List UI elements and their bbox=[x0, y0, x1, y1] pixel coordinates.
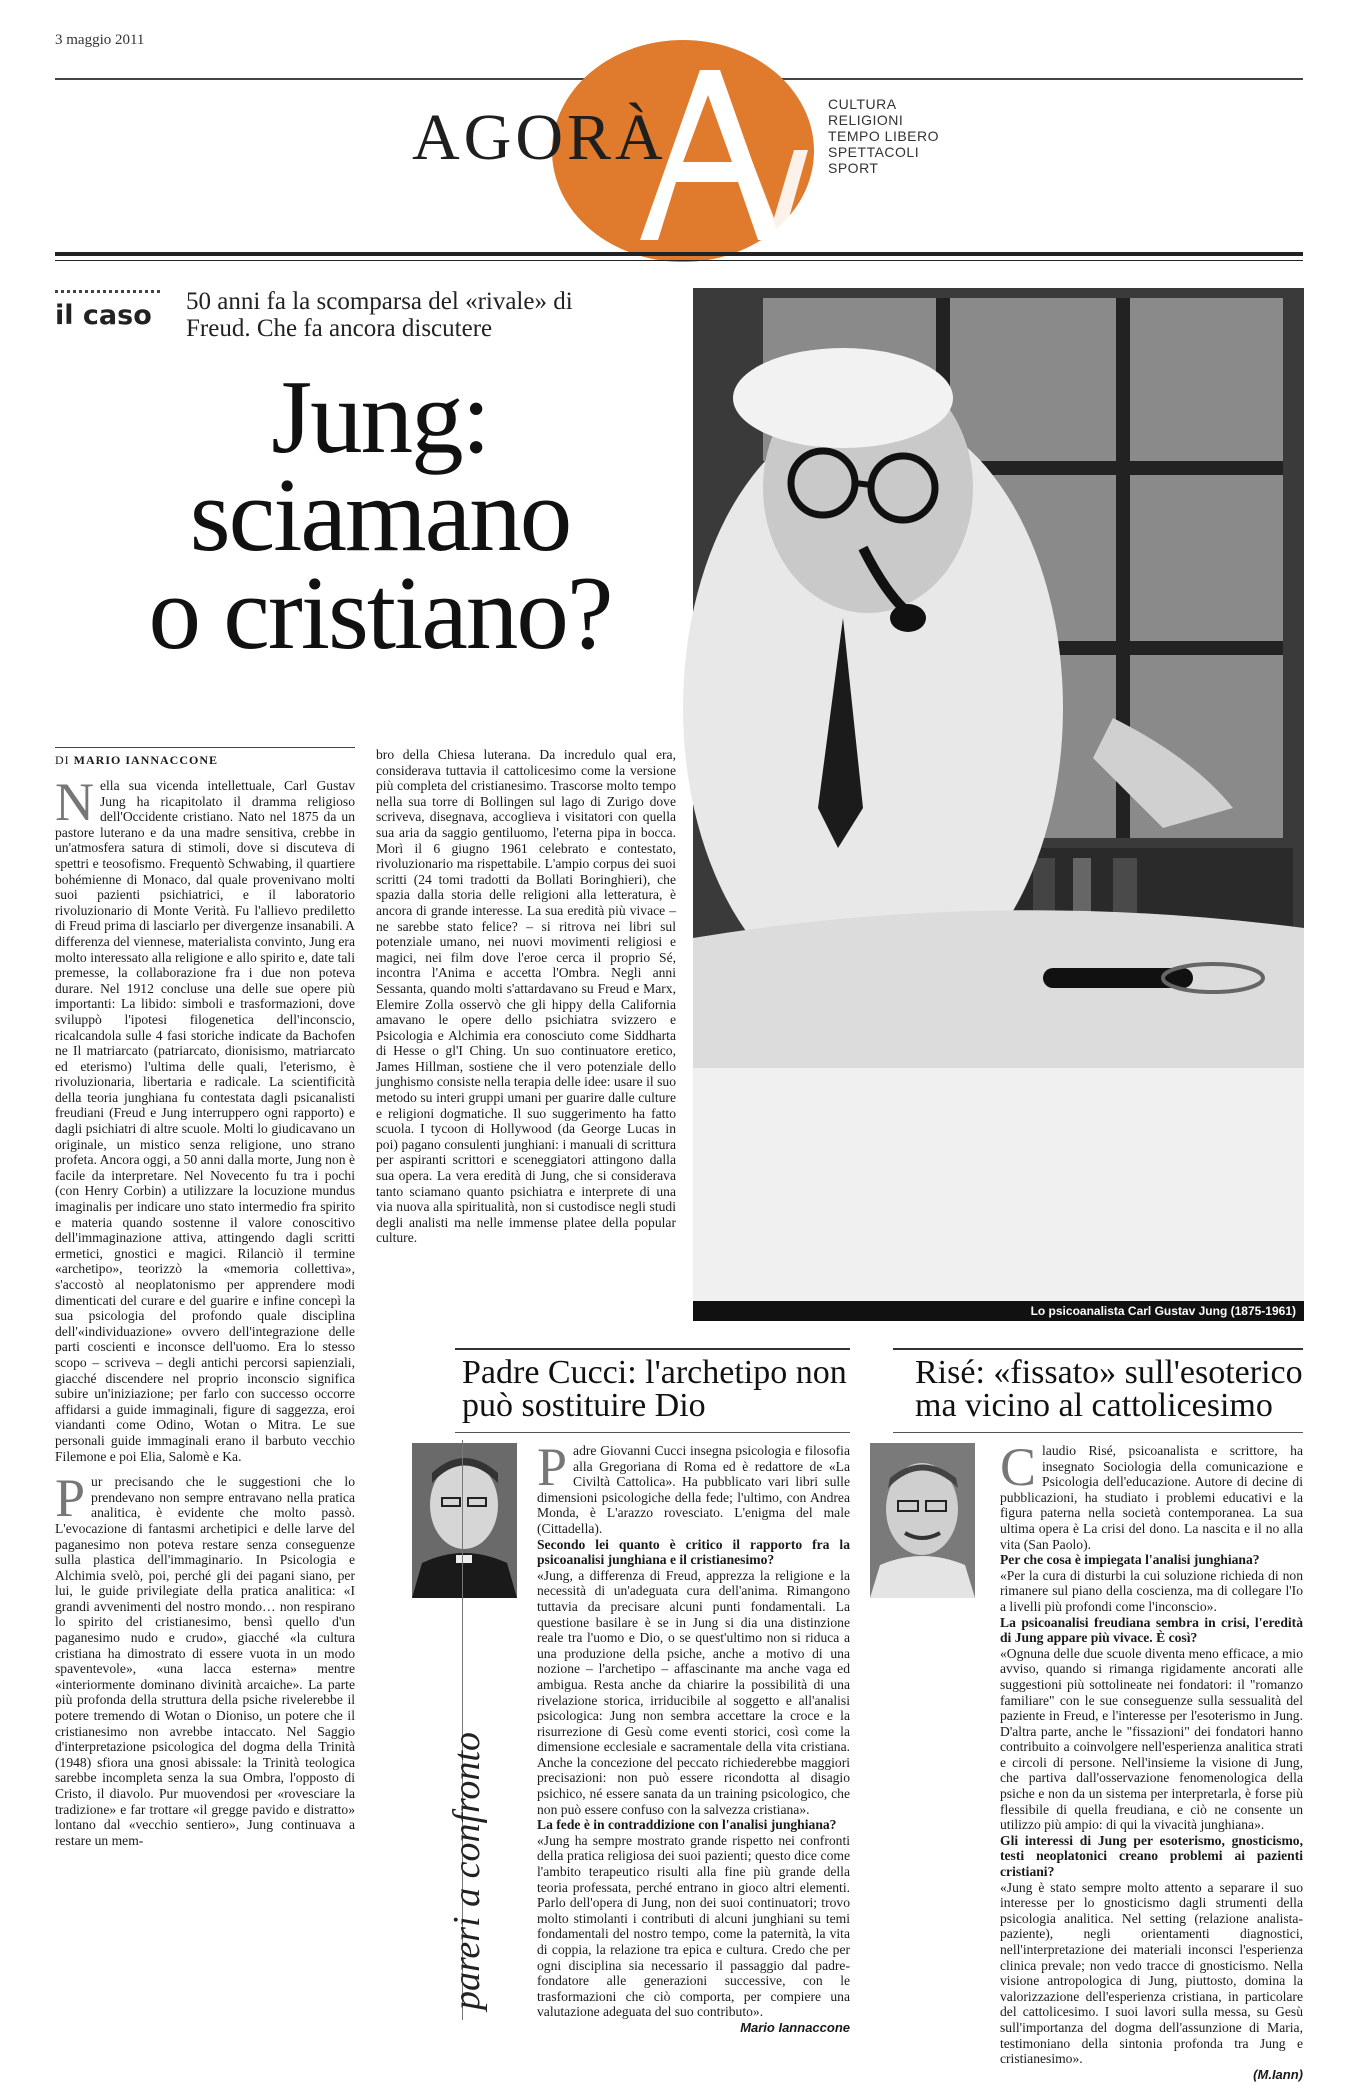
box-rule bbox=[893, 1348, 1303, 1350]
portrait-cucci bbox=[412, 1443, 517, 1598]
interview-rise bbox=[1000, 1437, 1303, 2082]
dropcap: P bbox=[55, 1468, 86, 1529]
jung-photo bbox=[693, 288, 1304, 1321]
label-dots bbox=[55, 290, 160, 293]
article-column-2 bbox=[376, 747, 676, 1327]
section-item: RELIGIONI bbox=[828, 112, 904, 128]
dropcap: N bbox=[55, 772, 94, 832]
box-title-rise: Risé: «fissato» sull'esoterico ma vicino al cattolicesimo bbox=[915, 1354, 1303, 1424]
interview-question: Per che cosa è impiegata l'analisi junghiana? bbox=[1000, 1552, 1260, 1568]
masthead-monogram-icon bbox=[580, 50, 810, 260]
interview-question: La psicoanalisi freudiana sembra in crisi, l'eredità di Jung appare più vivace. È così? bbox=[1000, 1614, 1303, 1646]
body-paragraph: bro della Chiesa luterana. Da incredulo qual era, considerava tuttavia il cattolicesimo come la versione più completa del cristianesimo. Trascorse molto tempo nella sua torre di Bollingen sul lago di Zurigo dove scriveva, disegnava, accoglieva i visitatori con quella sua aria da saggio gentiluomo, l'eterna pipa in bocca. Morì il 6 giugno 1961 celebrato e contestato, rivoluzionario ma rispettabile. L'ampio corpus dei suoi scritti (24 tomi tradotti da Bollati Boringhieri), che spazia dalla storia delle religioni alla letteratura, è ancora di grande interesse. La sua eredità più vivace – ne sarebbe stato felice? – si ritrova nei libri sul potenziale umano, nei nuovi movimenti religiosi e magici, nei film dove l'eroe cerca il proprio Sé, incontra l'Anima e accetta l'Ombra. Negli anni Sessanta, quando molti s'attardavano su Freud e Marx, Elemire Zolla osservò che gli hippy della California amavano le opere dello psichiatra svizzero e Psicologia e Alchimia era conosciuto come Siddharta di Hesse o gl'I Ching. Un suo continuatore eretico, James Hillman, sostiene che il vero potenziale dello junghismo consiste nella terapia delle idee: usare il suo metodo su interi gruppi umani per guarire dalle culture e religioni dogmatiche. Il suo suggerimento ha fatto scuola. I tycoon di Hollywood (da George Lucas in poi) pagano consulenti junghiani: i manuali di scrittura per aspiranti scrittori e sceneggiatori attingono dalla sua opera. La vera eredità di Jung, che si considerava tanto sciamano quanto psichiatra e interprete di una via nuova alla spiritualità, non si custodisce negli studi degli analisti ma nelle immense platee della popular culture. bbox=[376, 747, 676, 1246]
masthead-title: AGORÀ bbox=[412, 101, 667, 174]
body-paragraph: ella sua vicenda intellettuale, Carl Gustav Jung ha ricapitolato il dramma religioso dell'Occidente cristiano. Nato nel 1875 da un pastore luterano e da una madre sensitiva, crebbe in un'atmosfera satura di stimoli, dove si discuteva di spettri e teosofismo. Frequentò Schwabing, il quartiere bohémienne di Monaco, dal quale provenivano molti suoi pazienti psichiatrici, e il laboratorio rivoluzionario di Monte Verità. Fu l'allievo prediletto di Freud prima di lasciarlo per divergenze insanabili. A differenza del viennese, materialista convinto, Jung era molto interessato alla religione e allo spirito e, date tali premesse, la collaborazione fra i due non poteva durare. Nel 1912 concluse una delle sue opere più importanti: La libido: simboli e trasformazioni, dove sviluppò l'ipotesi filogenetica dell'inconscio, ricalcandola sulle 4 fasi storiche indicate da Bachofen ne Il matriarcato (patriarcato, dionisismo, matriarcato ed eterismo) l'ultima delle quali, l'eterismo, è rivoluzionaria, libertaria e radicale. La scientificità della teoria junghiana fu contestata dagli psicanalisti freudiani (Freud e Jung interruppero ogni rapporto) e dagli psichiatri di altre scuole. Molti lo giudicavano un originale, un mistico senza religione, uno strano profeta. Ancora oggi, a 50 anni dalla morte, Jung non è facile da interpretare. Nel Novecento fu tra i pochi (con Henry Corbin) a utilizzare la locuzione mundus imaginalis per indicare uno stato intermedio fra spirito e materia quando sostenne il valore conoscitivo dell'immaginazione attiva, attingendo dagli scritti ermetici, gnostici e magici. Rilanciò il termine «archetipo», teorizzò la «memoria collettiva», s'accostò al neoplatonismo per apprendere modi dimenticati del curare e del guarire e infine concepì la sua psicologia del profondo quale disciplina dell'«individuazione» ovvero dell'integrazione delle parti coscienti e inconsce dell'uomo. Era lo stesso scopo – scriveva – degli antichi percorsi sapienziali, giacché discendere nel proprio inconscio significa subire un'iniziazione; per farlo con successo occorre affidarsi a guide immaginali, figure di saggezza, eroi viandanti come Odino, Wotan o Mitra. Le sue personali guide immaginali erano il barbuto vecchio Filemone e poi Elia, Salomè e Ka. bbox=[55, 778, 355, 1464]
interview-question: Secondo lei quanto è critico il rapporto fra la psicoanalisi junghiana e il cristianesimo? bbox=[537, 1536, 850, 1568]
byline-author: MARIO IANNACCONE bbox=[73, 753, 219, 767]
box-rule bbox=[893, 1432, 1303, 1433]
dropcap: P bbox=[537, 1437, 568, 1497]
header-thick-rule bbox=[55, 252, 1303, 256]
section-item: CULTURA bbox=[828, 96, 897, 112]
issue-date: 3 maggio 2011 bbox=[55, 32, 145, 48]
byline-prefix: DI bbox=[55, 753, 70, 767]
article-label: il caso bbox=[55, 300, 152, 331]
photo-caption: Lo psicoanalista Carl Gustav Jung (1875-1961) bbox=[693, 1301, 1304, 1321]
section-item: TEMPO LIBERO bbox=[828, 128, 940, 144]
interview-answer: «Ognuna delle due scuole diventa meno efficace, a mio avviso, quando si rimanga rigidamente ancorati alle suggestioni più sottolineate nei fondatori: il "romanzo familiare" con le sue conseguenze sulla sessualità del paziente in Freud, e l'interesse per l'esoterismo in Jung. D'altra parte, anche le "fissazioni" dei fondatori hanno contribuito a coinvolgere nell'esperienza analitica strati e circoli di persone. Nell'insieme la visione di Jung, che partiva dall'osservazione fenomenologica della psiche e non da un sistema per interpretarla, è forse più flessibile di quella freudiana, e ciò ne consente un utilizzo più ampio: di qui la vivacità junghiana». bbox=[1000, 1645, 1303, 1833]
headline-line: o cristiano? bbox=[148, 554, 612, 671]
body-paragraph: ur precisando che le suggestioni che lo prendevano non sempre entravano nella pratica analitica, è evidente che molto passò. L'evocazione di fantasmi archetipici e delle larve del paganesimo non poteva restare senza conseguenze sulla plastica dell'immaginario. In Psicologia e Alchimia svelò, poi, perché gli dei pagani siano, per lui, le guide privilegiate della pratica analitica: «I grandi avvenimenti del nostro mondo… non respirano lo spirito del cristianesimo, bensì quello d'un paganesimo nudo e crudo», giacché «la cultura cristiana ha dimostrato di essere vuota in un modo spaventevole», «una lacca esterna» mentre «interiormente dominano divinità arcaiche». La parte più profonda della struttura della psiche rivelerebbe il potere tremendo di Wotan o Dioniso, un potere che il cristianesimo non avrebbe intaccato. Nel Saggio d'interpretazione psicologica del dogma della Trinità (1948) sfiora una gnosi abissale: la Trinità teologica sarebbe incompleta senza la sua Ombra, l'opposto di Cristo, il diavolo. Pur muovendosi per «rovesciare la tradizione» e far trottare «il gregge pavido e distratto» lontano dal «vecchio sentiero», Jung continuava a restare un mem- bbox=[55, 1474, 355, 1848]
interview-question: La fede è in contraddizione con l'analisi junghiana? bbox=[537, 1817, 837, 1833]
box-title-cucci: Padre Cucci: l'archetipo non può sostituire Dio bbox=[462, 1354, 847, 1424]
side-label-text: pareri a confronto bbox=[446, 1732, 488, 2010]
interview-answer: «Jung è stato sempre molto attento a separare il suo interesse per lo gnosticismo dagli strumenti della psicologia analitica. Nel setting (relazione analista-paziente), negli orientamenti diagnostici, nell'interpretazione dei materiali inconsci l'esperienza clinica prevale; non vedo tracce di gnosticismo. Nella visione antropologica di Jung, piuttosto, domina la valorizzazione dell'esperienza cristiana, in particolare del cattolicesimo. I suoi lavori sulla messa, su Gesù sull'importanza del dogma dell'assunzione di Maria, testimoniano della sintonia profonda tra Jung e cristianesimo». bbox=[1000, 1879, 1303, 2067]
article-kicker: 50 anni fa la scomparsa del «rivale» di Freud. Che fa ancora discutere bbox=[186, 288, 573, 342]
interview-answer: «Per la cura di disturbi la cui soluzione richieda di non rimanere sul piano della coscienza, ma di collegare l'Io a livelli più profondi come l'inconscio». bbox=[1000, 1567, 1303, 1614]
byline bbox=[55, 753, 218, 768]
box-rule bbox=[455, 1432, 850, 1433]
section-list bbox=[828, 96, 939, 176]
interview-answer: «Jung ha sempre mostrato grande rispetto nei confronti della pratica religiosa dei suoi pazienti; questo dice come l'ambito terapeutico risulti alla fine più grande della teoria professata, perché entrano in gioco altri elementi. Parlo dell'opera di Jung, non dei suoi continuatori; trovo molto stimolanti i contributi di alcuni junghiani su temi fondamentali del nostro tempo, come la paternità, la vita di coppia, la relazione tra epica e cultura. Credo che per ogni disciplina sia necessario il passaggio dal padre-fondatore alle generazioni successive, con le trasformazioni che ciò comporta, per compiere una valutazione adeguata del suo contributo». bbox=[537, 1832, 850, 2020]
portrait-rise bbox=[870, 1443, 975, 1598]
section-item: SPETTACOLI bbox=[828, 144, 920, 160]
section-item: SPORT bbox=[828, 160, 879, 176]
header-thin-rule bbox=[55, 260, 1303, 261]
interview-question: Gli interessi di Jung per esoterismo, gnosticismo, testi neoplatonici creano problemi ai pazienti cristiani? bbox=[1000, 1832, 1303, 1880]
interview-answer: «Jung, a differenza di Freud, apprezza la religione e la necessità di un'adeguata cura dell'anima. Rimangono tuttavia da precisare alcuni punti fondamentali. La questione basilare è se in Jung si dia una distinzione reale tra l'uomo e Dio, o se quest'ultimo non si riduca a una produzione della psiche, anche a motivo di una nozione – l'archetipo – affascinante ma anche vaga ed ambigua. Resta anche da chiarire la possibilità di una rivelazione storica, irriducibile al soggetto e all'analisi psicologica: Jung non sembra accettare la croce e la risurrezione di Gesù come eventi storici, così come la dimensione ecclesiale e sacramentale della vita cristiana. Anche la concezione del peccato richiederebbe maggiori precisazioni: non può essere ricondotta al disagio psichico, né essere sanata da un training psicologico, che non può essere confuso con la salvezza cristiana». bbox=[537, 1567, 850, 1817]
interview-signature: (M.Iann) bbox=[1253, 2066, 1303, 2082]
interview-cucci bbox=[537, 1437, 850, 2035]
byline-rule bbox=[55, 747, 355, 748]
article-headline bbox=[80, 358, 680, 671]
side-label bbox=[400, 1640, 488, 2010]
interview-intro: laudio Risé, psicoanalista e scrittore, ha insegnato Sociologia della comunicazione e Psicologia dell'educazione. Autore di decine di pubblicazioni, ha studiato i problemi educativi e la figura paterna nella società contemporanea. La sua ultima opera è La crisi del dono. La nascita e il no alla vita (San Paolo). bbox=[1000, 1443, 1303, 1552]
interview-intro: adre Giovanni Cucci insegna psicologia e filosofia alla Gregoriana di Roma ed è redattore de «La Civiltà Cattolica». Ha pubblicato vari libri sulle dimensioni psicologiche della fede; l'ultimo, con Andrea Monda, è L'arazzo rovesciato. L'enigma del male (Cittadella). bbox=[537, 1443, 850, 1536]
article-column-1 bbox=[55, 772, 355, 2028]
headline-line: Jung: bbox=[271, 358, 489, 475]
dropcap: C bbox=[1000, 1437, 1037, 1497]
interview-signature: Mario Iannaccone bbox=[740, 2019, 850, 2035]
headline-line: sciamano bbox=[189, 456, 571, 573]
box-rule bbox=[455, 1348, 850, 1350]
